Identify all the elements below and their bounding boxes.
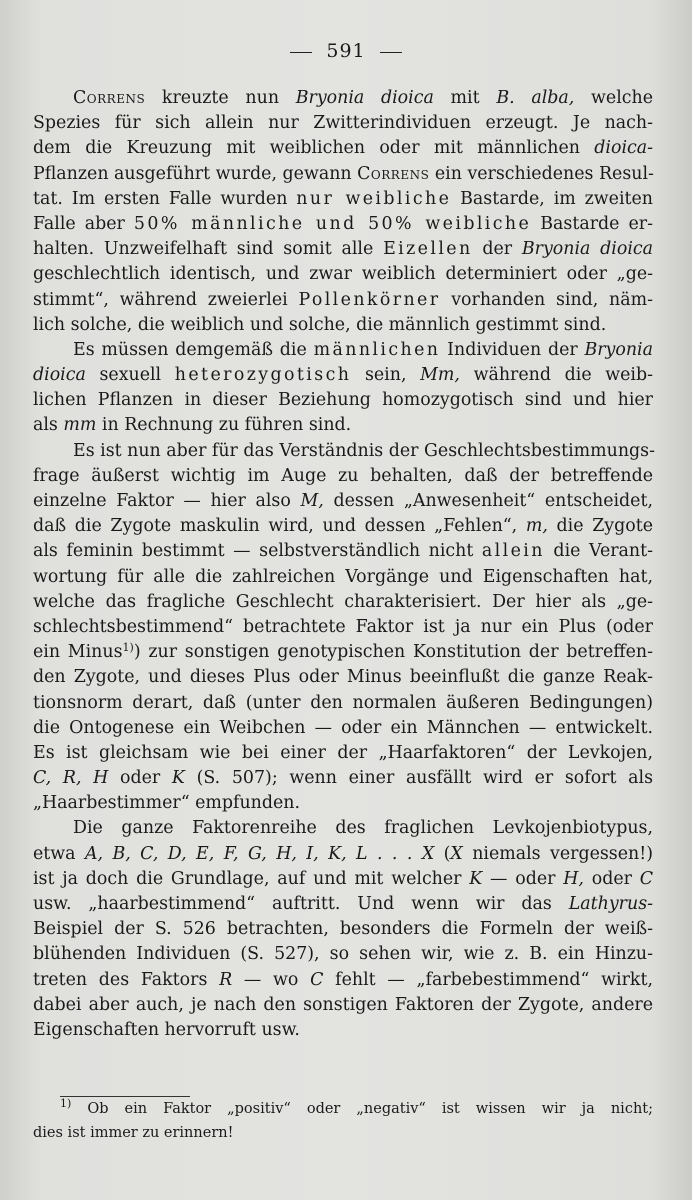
paragraph-line [33, 288, 653, 313]
text-run: Individuen der [440, 339, 585, 360]
text-run: den Zygote, und dieses Plus oder Minus beeinflußt die ganze Reak- [33, 667, 653, 688]
text-run: wortung für alle die zahlreichen Vorgänge und Eigenschaften hat, [33, 566, 653, 587]
text-run: oder [108, 768, 172, 789]
paragraph-line [33, 1018, 653, 1043]
italic-text: dioica [33, 365, 86, 386]
spaced-text: heterozygotisch [174, 365, 352, 386]
text-run: (S. 507); wenn einer ausfällt wird er sofort als [184, 768, 653, 789]
italic-text: Mm, [420, 365, 460, 386]
paragraph-line [33, 262, 653, 287]
text-run: frage äußerst wichtig im Auge zu behalten, daß der betreffende [33, 465, 653, 486]
paragraph-line [33, 338, 653, 363]
header-dash-right [380, 52, 402, 53]
text-run: daß die Zygote maskulin wird, und dessen „Fehlen“, [33, 516, 526, 537]
paragraph-line [33, 212, 653, 237]
text-run: ein Minus [33, 642, 123, 663]
text-run: dabei aber auch, je nach den sonstigen Faktoren der Zygote, andere [33, 994, 653, 1015]
text-run: vorhanden sind, näm- [440, 289, 653, 310]
text-run: etwa [33, 843, 85, 864]
paragraph-line [33, 640, 653, 665]
paragraph-line [33, 162, 653, 187]
text-run: dies ist immer zu erinnern! [33, 1125, 234, 1141]
text-run: stimmt“, während zweierlei [33, 289, 299, 310]
footnote-marker: 1) [122, 641, 134, 655]
paragraph-line [33, 565, 653, 590]
text-run: tionsnorm derart, daß (unter den normalen äußeren Bedingungen) [33, 692, 653, 713]
paragraph-line [33, 590, 653, 615]
paragraph-line [33, 388, 653, 413]
paragraph [33, 86, 653, 338]
paragraph-line [33, 892, 653, 917]
text-run: ein verschiedenes Resul- [429, 163, 654, 184]
paragraph-line [33, 439, 653, 464]
text-run: lich solche, die weiblich und solche, die männlich gestimmt sind. [33, 314, 607, 335]
text-run: treten des Faktors [33, 969, 220, 990]
text-run: mit [433, 88, 497, 108]
text-run: „Haarbestimmer“ empfunden. [33, 793, 301, 814]
text-run: Eigenschaften hervorruft usw. [33, 1019, 300, 1040]
italic-text: R [219, 969, 233, 990]
italic-text: mm [63, 415, 97, 436]
text-run: die Zygote [547, 516, 653, 537]
text-run: in Rechnung zu führen sind. [96, 415, 352, 436]
paragraph-line [33, 867, 653, 892]
paragraph [33, 816, 653, 1043]
text-run: oder [583, 868, 640, 889]
paragraph-line [33, 313, 653, 338]
spaced-text: allein [481, 541, 545, 562]
paragraph-line [33, 413, 653, 438]
paragraph-line [33, 993, 653, 1018]
footnote-line [33, 1121, 653, 1145]
paragraph-line [33, 489, 653, 514]
text-run: ) zur sonstigen genotypischen Konstitution der betreffen- [133, 642, 654, 663]
body-text [33, 86, 653, 1043]
paragraph-line [33, 816, 653, 841]
text-run: fehlt — „farbebestimmend“ wirkt, [323, 969, 653, 990]
text-run: kreuzte nun [145, 88, 296, 108]
paragraph-line [33, 464, 653, 489]
paragraph-line [33, 942, 653, 967]
footnote-line [33, 1097, 653, 1121]
page-number: 591 [326, 40, 366, 62]
paragraph-line [33, 968, 653, 993]
paragraph-line [33, 86, 653, 111]
text-run: Es müssen demgemäß die [73, 339, 314, 360]
text-run: Bastarde, im zweiten [451, 188, 654, 209]
text-run: niemals vergessen!) [462, 843, 653, 864]
paragraph-line [33, 615, 653, 640]
text-run: usw. „haarbestimmend“ auftritt. Und wenn wir das [33, 894, 569, 914]
text-run: Beispiel der S. 526 betrachten, besonders die Formeln der weiß- [33, 919, 653, 940]
paragraph-line [33, 766, 653, 791]
text-run: als [33, 415, 64, 436]
paragraph-line [33, 237, 653, 262]
text-run: Bastarde er- [531, 213, 653, 234]
paragraph-line [33, 514, 653, 539]
text-run: welche [574, 88, 653, 108]
italic-text: H, [563, 868, 584, 889]
text-run: blühenden Individuen (S. 527), so sehen wir, wie z. B. ein Hinzu- [33, 944, 653, 965]
paragraph-line [33, 539, 653, 564]
spaced-text: Pollenkörner [298, 289, 441, 310]
text-run: Falle aber [33, 213, 134, 234]
text-run: ( [434, 843, 451, 864]
text-run: — wo [232, 969, 311, 990]
header-dash-left [290, 52, 312, 53]
italic-text: Bryonia dioica [521, 239, 653, 260]
paragraph-line [33, 111, 653, 136]
paragraph-line [33, 136, 653, 161]
text-run: schlechtsbestimmend“ betrachtete Faktor ist ja nur ein Plus (oder [33, 616, 653, 637]
text-run: geschlechtlich identisch, und zwar weiblich determiniert oder „ge- [33, 264, 653, 285]
text-run: lichen Pflanzen in dieser Beziehung homozygotisch sind und hier [33, 390, 653, 411]
text-run: während die weib- [459, 365, 653, 386]
italic-text: K [171, 768, 185, 789]
paragraph-line [33, 363, 653, 388]
text-run: sein, [351, 365, 421, 386]
paragraph-line [33, 665, 653, 690]
footnote-marker: 1) [60, 1097, 72, 1110]
text-run: Es ist gleichsam wie bei einer der „Haarfaktoren“ der Levkojen, [33, 742, 653, 763]
italic-text: Bryonia [584, 339, 653, 360]
text-run: die Ontogenese ein Weibchen — oder ein Männchen — entwickelt. [33, 717, 653, 738]
text-run: welche das fragliche Geschlecht charakterisiert. Der hier als „ge- [33, 591, 653, 612]
text-run: der [472, 239, 522, 260]
spaced-text: männlichen [313, 339, 441, 360]
paragraph-line [33, 842, 653, 867]
italic-text: dioica- [594, 138, 653, 159]
text-run: Die ganze Faktorenreihe des fraglichen Levkojenbiotypus, [73, 818, 653, 839]
paragraph-line [33, 187, 653, 212]
paragraph-line [33, 716, 653, 741]
italic-text: C [310, 969, 324, 990]
spaced-text: nur weibliche [296, 188, 452, 209]
paragraph [33, 338, 653, 439]
paragraph-line [33, 917, 653, 942]
text-run: Ob ein Faktor „positiv“ oder „negativ“ ist wissen wir ja nicht; [71, 1101, 653, 1117]
paragraph-line [33, 691, 653, 716]
italic-text: A, B, C, D, E, F, G, H, I, K, L . . . X [84, 843, 435, 864]
italic-text: C, R, H [33, 768, 109, 789]
text-run: dem die Kreuzung mit weiblichen oder mit männlichen [33, 138, 595, 159]
text-run: halten. Unzweifelhaft sind somit alle [33, 239, 384, 260]
text-run: tat. Im ersten Falle wurden [33, 188, 297, 209]
small-caps-name: Correns [357, 163, 430, 184]
italic-text: X [450, 843, 463, 864]
italic-text: m, [525, 516, 548, 537]
text-run: — oder [482, 868, 564, 889]
italic-text: M, [300, 491, 324, 511]
text-run: dessen „Anwesenheit“ entscheidet, [323, 491, 653, 511]
paragraph-line [33, 741, 653, 766]
text-run: als feminin bestimmt — selbstverständlich nicht [33, 541, 482, 562]
text-run: ist ja doch die Grundlage, auf und mit welcher [33, 868, 470, 889]
small-caps-name: Correns [73, 88, 146, 108]
text-run: einzelne Faktor — hier also [33, 491, 301, 511]
spaced-text: 50% männliche und 50% weibliche [133, 213, 532, 234]
italic-text: K [469, 868, 483, 889]
paragraph [33, 439, 653, 817]
text-run: Es ist nun aber für das Verständnis der Geschlechtsbestimmungs- [73, 440, 655, 461]
text-run: Spezies für sich allein nur Zwitterindividuen erzeugt. Je nach- [33, 113, 653, 134]
paragraph-line [33, 791, 653, 816]
italic-text: Lathyrus- [568, 894, 653, 914]
text-run: Pflanzen ausgeführt wurde, gewann [33, 163, 358, 184]
text-run: sexuell [85, 365, 175, 386]
italic-text: Bryonia dioica [295, 88, 434, 108]
footnote [33, 1097, 653, 1145]
italic-text: C [639, 868, 654, 889]
spaced-text: Eizellen [383, 239, 473, 260]
text-run: die Verant- [544, 541, 653, 562]
italic-text: B. alba, [496, 88, 575, 108]
page-number-header [0, 40, 692, 62]
